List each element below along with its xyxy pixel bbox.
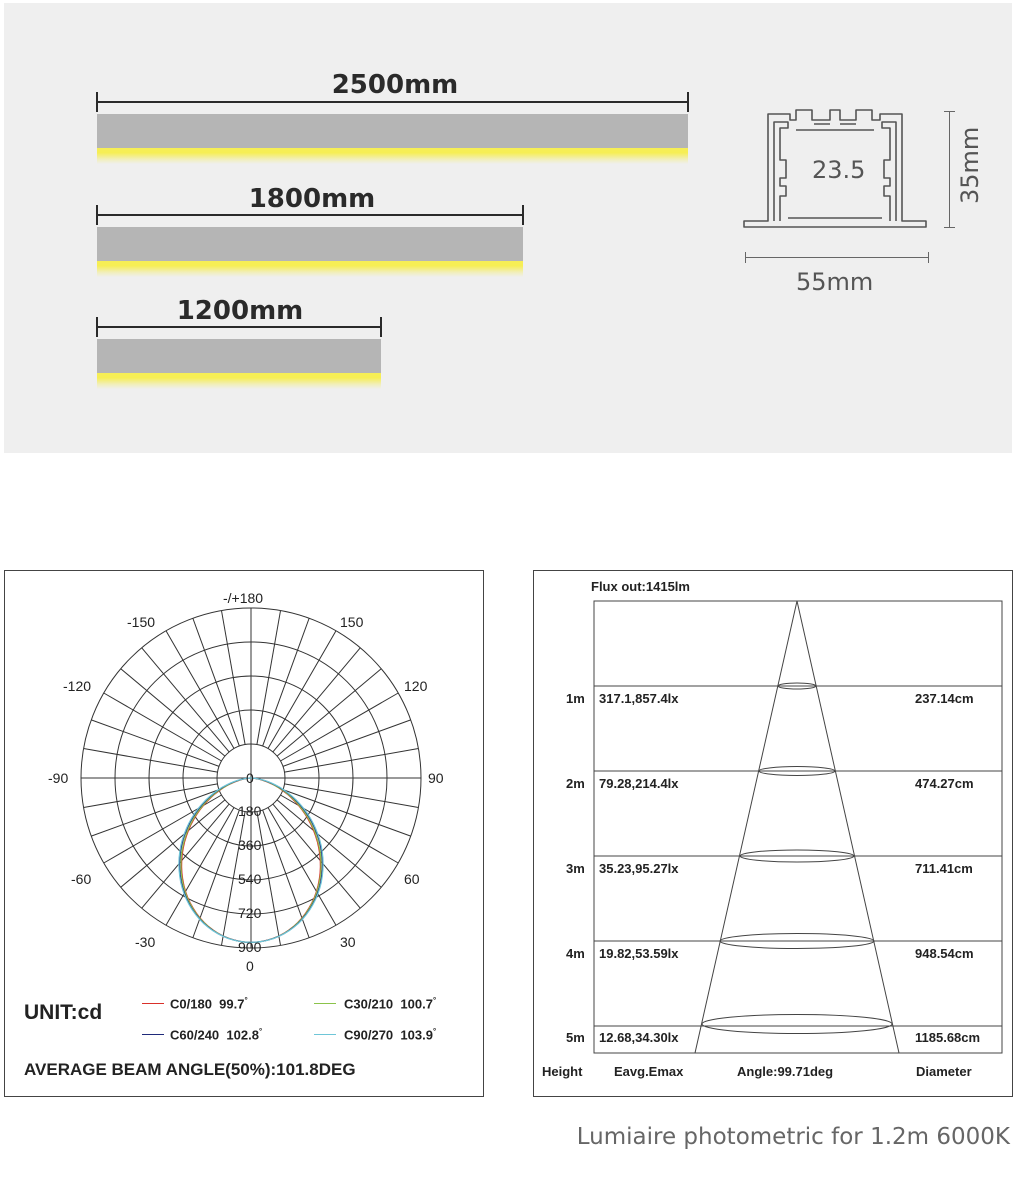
length-label-1200: 1200mm xyxy=(176,296,304,326)
footer-diameter: Diameter xyxy=(916,1064,972,1079)
eavg-emax-3m: 35.23,95.27lx xyxy=(599,861,679,876)
polar-grid-spoke xyxy=(221,611,245,745)
light-bar-2500 xyxy=(97,114,688,148)
legend-series-name: C0/180 xyxy=(170,996,212,1012)
angle-label: 150 xyxy=(340,614,364,630)
footer-angle: Angle:99.71deg xyxy=(737,1064,834,1079)
cone-grid-frame xyxy=(594,601,1002,1053)
dimension-tick xyxy=(96,205,98,225)
angle-label: -90 xyxy=(48,770,69,786)
dimension-line-2500 xyxy=(97,101,689,103)
height-1m: 1m xyxy=(566,691,585,706)
diameter-2m: 474.27cm xyxy=(915,776,974,791)
footer-height: Height xyxy=(542,1064,583,1079)
legend-series-name: C30/210 xyxy=(344,996,394,1012)
polar-grid-spoke xyxy=(166,807,234,925)
diameter-1m: 237.14cm xyxy=(915,691,974,706)
diameter-3m: 711.41cm xyxy=(915,861,973,876)
footer-eavg: Eavg.Emax xyxy=(614,1064,684,1079)
legend-swatch-c60 xyxy=(142,1034,164,1035)
light-glow xyxy=(97,373,381,389)
polar-grid-spoke xyxy=(91,720,219,767)
unit-value: cd xyxy=(77,1001,103,1024)
radial-label: 360 xyxy=(238,837,262,853)
dimension-tick xyxy=(944,227,955,228)
legend-swatch-c30 xyxy=(314,1003,336,1004)
angle-label: 120 xyxy=(404,678,428,694)
diameter-5m: 1185.68cm xyxy=(915,1030,981,1045)
unit-prefix: UNIT xyxy=(24,1001,71,1024)
average-beam-angle: AVERAGE BEAM ANGLE(50%):101.8DEG xyxy=(24,1060,356,1079)
polar-grid-spoke xyxy=(166,631,234,749)
dimension-tick xyxy=(928,252,929,263)
flux-label: Flux out:1415lm xyxy=(591,579,690,594)
radial-label: 180 xyxy=(238,803,262,819)
legend-series-value: 103.9 xyxy=(400,1027,433,1043)
polar-grid-spoke xyxy=(277,669,381,756)
legend-series-value: 100.7 xyxy=(400,996,433,1012)
degree-mark: ° xyxy=(432,1027,437,1036)
eavg-emax-4m: 19.82,53.59lx xyxy=(599,946,679,961)
dimension-tick xyxy=(96,317,98,337)
degree-mark: ° xyxy=(432,996,437,1005)
legend-series-name: C60/240 xyxy=(170,1027,220,1043)
angle-label: 90 xyxy=(428,770,444,786)
height-4m: 4m xyxy=(566,946,585,961)
illuminance-cone-diagram xyxy=(534,571,1012,1096)
polar-grid-spoke xyxy=(284,784,418,808)
radial-label: 540 xyxy=(238,871,262,887)
eavg-emax-5m: 12.68,34.30lx xyxy=(599,1030,679,1045)
polar-grid-spoke xyxy=(263,618,310,746)
legend-item-c60 xyxy=(170,1027,262,1042)
legend-item-c90 xyxy=(344,1027,436,1042)
center-label: 0 xyxy=(246,770,254,786)
profile-width-label: 55mm xyxy=(796,268,874,296)
polar-grid-spoke xyxy=(283,720,411,767)
angle-label: -150 xyxy=(127,614,156,630)
legend-series-value: 99.7 xyxy=(219,996,245,1012)
cone-ellipse-5m xyxy=(702,1015,892,1034)
polar-grid-spoke xyxy=(91,790,219,837)
dimension-tick xyxy=(687,92,689,112)
eavg-emax-2m: 79.28,214.4lx xyxy=(599,776,679,791)
eavg-emax-1m: 317.1,857.4lx xyxy=(599,691,679,706)
degree-mark: ° xyxy=(258,1027,263,1036)
legend-item-c0 xyxy=(170,996,248,1011)
height-dimension-line xyxy=(949,111,950,228)
angle-label: -/+180 xyxy=(223,590,264,606)
width-dimension-line xyxy=(745,257,929,258)
legend-swatch-c0 xyxy=(142,1003,164,1004)
dimension-tick xyxy=(944,111,955,112)
unit-label: UNIT:cd xyxy=(24,1001,103,1024)
polar-grid-spoke xyxy=(273,648,360,752)
polar-grid-spoke xyxy=(193,618,240,746)
polar-grid-spoke xyxy=(121,800,225,887)
angle-label: -120 xyxy=(63,678,92,694)
radial-label: 720 xyxy=(238,905,262,921)
polar-grid-spoke xyxy=(268,631,336,749)
dimension-tick xyxy=(522,205,524,225)
angle-label: 30 xyxy=(340,934,356,950)
height-2m: 2m xyxy=(566,776,585,791)
polar-grid-spoke xyxy=(277,800,381,887)
angle-label: 60 xyxy=(404,871,420,887)
polar-grid-spoke xyxy=(121,669,225,756)
dimension-line-1200 xyxy=(97,326,382,328)
polar-grid-spoke xyxy=(84,748,218,772)
cone-edge-right xyxy=(797,601,899,1053)
light-bar-1800 xyxy=(97,227,523,261)
polar-grid-spoke xyxy=(283,790,411,837)
legend-series-name: C90/270 xyxy=(344,1027,394,1043)
height-5m: 5m xyxy=(566,1030,585,1045)
profile-inner-dimension: 23.5 xyxy=(812,156,866,184)
light-glow xyxy=(97,261,523,277)
dimension-tick xyxy=(380,317,382,337)
length-label-2500: 2500mm xyxy=(331,70,459,100)
caption: Lumiaire photometric for 1.2m 6000K xyxy=(576,1124,1010,1150)
diameter-4m: 948.54cm xyxy=(915,946,974,961)
dimension-tick xyxy=(745,252,746,263)
radial-label: 900 xyxy=(238,939,262,955)
light-glow xyxy=(97,148,688,164)
polar-grid-spoke xyxy=(84,784,218,808)
polar-grid-spoke xyxy=(142,648,229,752)
angle-label: -60 xyxy=(71,871,92,887)
light-bar-1200 xyxy=(97,339,381,373)
dimension-line-1800 xyxy=(97,214,524,216)
dimension-tick xyxy=(96,92,98,112)
polar-grid-spoke xyxy=(257,611,281,745)
polar-grid-spoke xyxy=(284,748,418,772)
polar-grid-spoke xyxy=(268,807,336,925)
legend-swatch-c90 xyxy=(314,1034,336,1035)
legend-item-c30 xyxy=(344,996,436,1011)
legend-series-value: 102.8 xyxy=(226,1027,259,1043)
polar-grid-spoke xyxy=(104,693,222,761)
angle-label: 0 xyxy=(246,958,254,974)
degree-mark: ° xyxy=(244,996,248,1005)
length-label-1800: 1800mm xyxy=(248,184,376,214)
cone-edge-left xyxy=(695,601,797,1053)
angle-label: -30 xyxy=(135,934,156,950)
polar-grid-spoke xyxy=(280,693,398,761)
profile-height-label: 35mm xyxy=(956,126,984,204)
height-3m: 3m xyxy=(566,861,585,876)
